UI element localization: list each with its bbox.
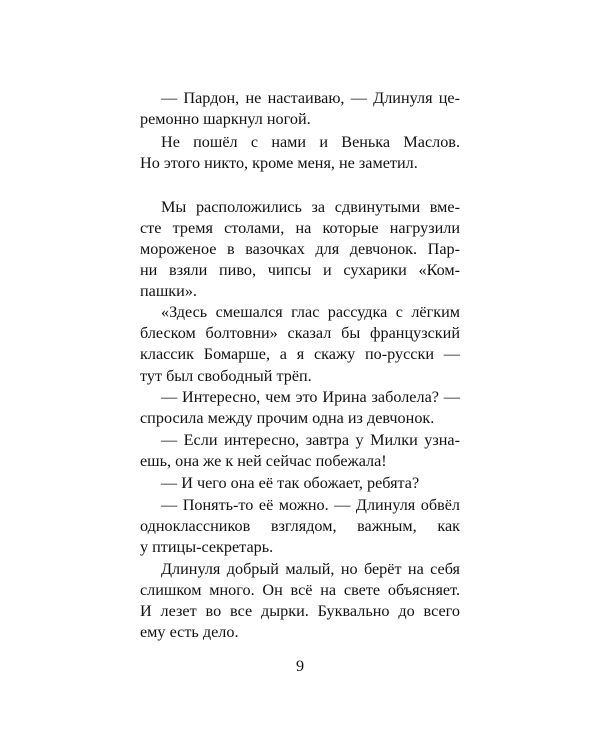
text-line: классик Бомарше, а я скажу по-русски — xyxy=(140,345,460,364)
text-line: ремонно шаркнул ногой. xyxy=(140,110,311,128)
text-line: ни взяли пиво, чипсы и сухарики «Ком- xyxy=(140,260,460,279)
text-line: слишком много. Он всё на свете объясняет. xyxy=(140,580,460,599)
text-line: ему есть дело. xyxy=(140,623,239,641)
text-line: одноклассников взглядом, важным, как xyxy=(140,517,460,536)
text-line: Но этого никто, кроме меня, не заметил. xyxy=(140,153,418,172)
text-line: сте тремя столами, на которые нагрузили xyxy=(140,218,460,237)
text-line: ешь, она же к ней сейчас побежала! xyxy=(140,452,387,471)
text-line: — И чего она её так обожает, ребята? xyxy=(161,474,420,493)
text-line: Длинуля добрый малый, но берёт на себя xyxy=(161,559,460,578)
text-line: Мы расположились за сдвинутыми вме- xyxy=(161,197,460,216)
text-line: спросила между прочим одна из девчонок. xyxy=(140,409,435,428)
text-line: у птицы-секретарь. xyxy=(140,538,274,557)
text-line: — Если интересно, завтра у Милки узна- xyxy=(161,431,460,450)
page-number: 9 xyxy=(295,657,305,675)
text-line: Не пошёл с нами и Венька Маслов. xyxy=(161,132,460,151)
text-line: — Интересно, чем это Ирина заболела? — xyxy=(161,388,460,407)
text-line: мороженое в вазочках для девчонок. Пар- xyxy=(140,239,460,258)
text-line: И лезет во все дырки. Буквально до всего xyxy=(140,601,460,620)
text-line: — Понять-то её можно. — Длинуля обвёл xyxy=(161,496,460,515)
text-line: блеском болтовни» сказал бы французский xyxy=(140,324,460,343)
text-line: — Пардон, не настаиваю, — Длинуля це- xyxy=(161,89,460,107)
text-line: пашки». xyxy=(140,281,197,300)
text-line: тут был свободный трёп. xyxy=(140,366,312,385)
text-line: «Здесь смешался глас рассудка с лёгким xyxy=(161,303,460,322)
